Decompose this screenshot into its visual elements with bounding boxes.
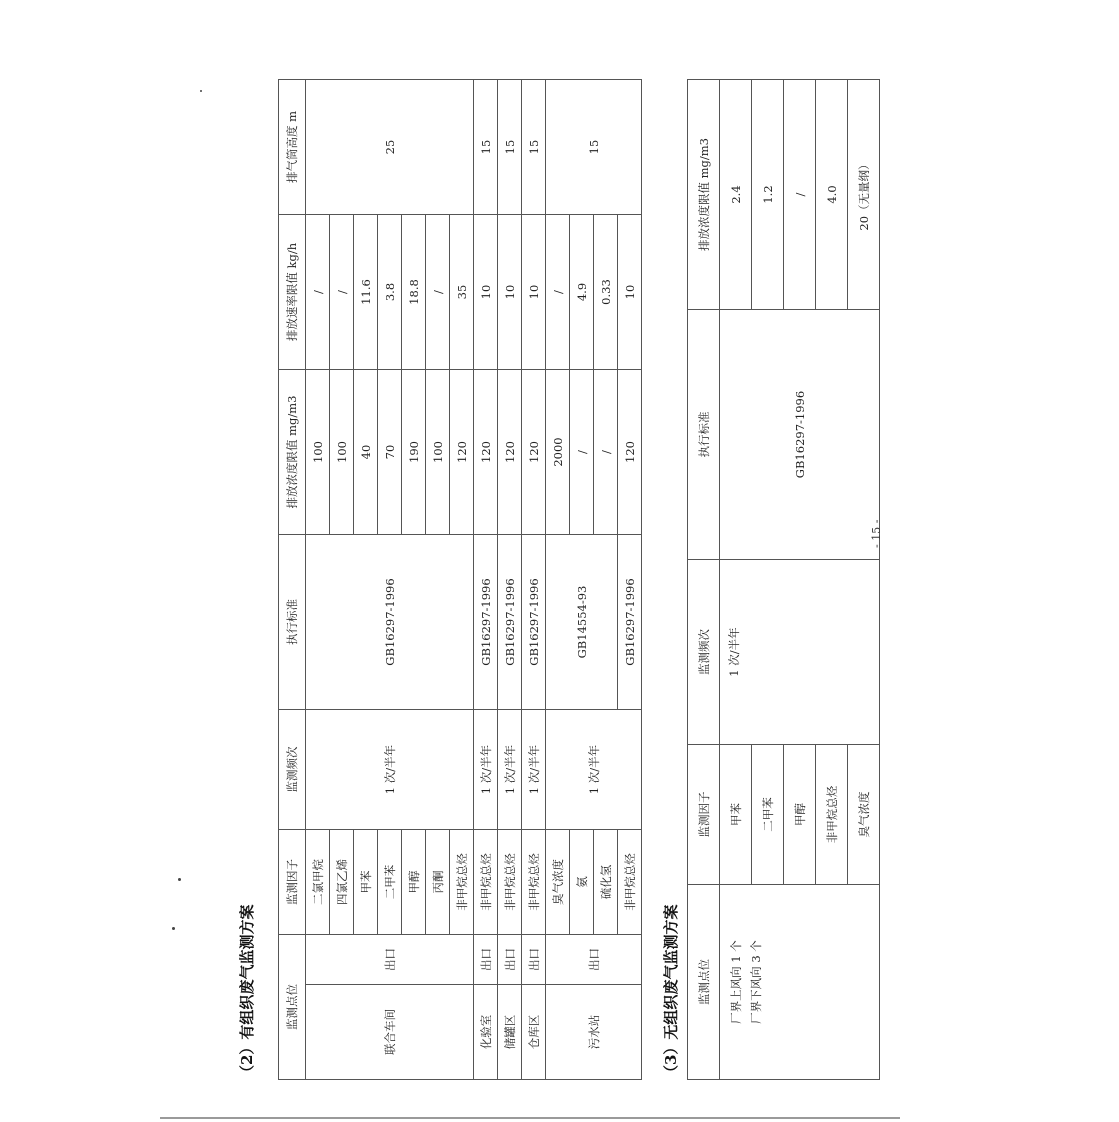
conc-cell: 120 (498, 370, 522, 535)
factor-cell: 非甲烷总烃 (816, 745, 848, 885)
factor-cell: 二甲苯 (752, 745, 784, 885)
factor-cell: 臭气浓度 (546, 830, 570, 935)
rate-cell: 4.9 (570, 215, 594, 370)
page-number: - 15 - (870, 519, 883, 548)
site-sub-cell: 出口 (498, 935, 522, 985)
factor-cell: 甲醇 (402, 830, 426, 935)
height-cell: 15 (522, 80, 546, 215)
section-title-organized: （2）有组织废气监测方案 (238, 904, 256, 1080)
site-cell: 储罐区 (498, 985, 522, 1080)
factor-cell: 非甲烷总烃 (498, 830, 522, 935)
height-cell: 15 (546, 80, 642, 215)
limit-cell: 20（无量纲） (848, 80, 880, 310)
frequency-cell: 1 次/半年 (474, 710, 498, 830)
header-standard: 执行标准 (688, 310, 720, 560)
limit-cell: 4.0 (816, 80, 848, 310)
header-site: 监测点位 (688, 885, 720, 1080)
standard-cell: GB14554-93 (546, 535, 618, 710)
site-cell: 化验室 (474, 985, 498, 1080)
header-factor: 监测因子 (279, 830, 306, 935)
header-conc-limit: 排放浓度限值 mg/m3 (279, 370, 306, 535)
frequency-cell: 1 次/半年 (522, 710, 546, 830)
frequency-cell: 1 次/半年 (498, 710, 522, 830)
factor-cell: 甲醇 (784, 745, 816, 885)
factor-cell: 二甲苯 (378, 830, 402, 935)
site-sub-cell: 出口 (306, 935, 474, 985)
conc-cell: 190 (402, 370, 426, 535)
frequency-cell: 1 次/半年 (720, 560, 880, 745)
factor-cell: 二氯甲烷 (306, 830, 330, 935)
site-sub-cell: 出口 (522, 935, 546, 985)
factor-cell: 四氯乙烯 (330, 830, 354, 935)
header-stack-height: 排气筒高度 m (279, 80, 306, 215)
factor-cell: 氨 (570, 830, 594, 935)
site-sub-cell: 出口 (474, 935, 498, 985)
rate-cell: 35 (450, 215, 474, 370)
factor-cell: 甲苯 (720, 745, 752, 885)
conc-cell: 40 (354, 370, 378, 535)
frequency-cell: 1 次/半年 (306, 710, 474, 830)
rate-cell: 10 (618, 215, 642, 370)
factor-cell: 硫化氢 (594, 830, 618, 935)
standard-cell: GB16297-1996 (498, 535, 522, 710)
standard-cell: GB16297-1996 (474, 535, 498, 710)
site-cell: 联合车间 (306, 985, 474, 1080)
conc-cell: 100 (426, 370, 450, 535)
rate-cell: / (330, 215, 354, 370)
table-row (618, 80, 642, 1080)
rate-cell: 10 (498, 215, 522, 370)
factor-cell: 非甲烷总烃 (618, 830, 642, 935)
frequency-cell: 1 次/半年 (546, 710, 642, 830)
standard-cell: GB16297-1996 (720, 310, 880, 560)
site-line: 厂界下风向 3 个 (749, 940, 763, 1024)
rate-cell: 10 (474, 215, 498, 370)
site-sub-cell: 出口 (546, 935, 642, 985)
rate-cell: / (546, 215, 570, 370)
rate-cell: 10 (522, 215, 546, 370)
scan-speck (172, 927, 175, 930)
unorganized-emission-table (687, 79, 880, 1080)
conc-cell: 120 (474, 370, 498, 535)
table-row (522, 80, 546, 1080)
table-row (546, 80, 570, 1080)
scan-speck (200, 90, 202, 92)
conc-cell: 100 (330, 370, 354, 535)
conc-cell: 120 (450, 370, 474, 535)
page-edge (160, 1117, 900, 1119)
header-factor: 监测因子 (688, 745, 720, 885)
conc-cell: 70 (378, 370, 402, 535)
conc-cell: 2000 (546, 370, 570, 535)
header-standard: 执行标准 (279, 535, 306, 710)
standard-cell: GB16297-1996 (306, 535, 474, 710)
site-cell: 污水站 (546, 985, 642, 1080)
standard-cell: GB16297-1996 (522, 535, 546, 710)
scan-speck (178, 878, 181, 881)
section-title-unorganized: （3）无组织废气监测方案 (662, 904, 680, 1080)
conc-cell: 100 (306, 370, 330, 535)
conc-cell: / (594, 370, 618, 535)
header-frequency: 监测频次 (688, 560, 720, 745)
header-frequency: 监测频次 (279, 710, 306, 830)
table-header-row (279, 80, 306, 1080)
site-cell: 仓库区 (522, 985, 546, 1080)
rotated-content (230, 80, 870, 1080)
table-row (720, 80, 752, 1080)
limit-cell: 2.4 (720, 80, 752, 310)
limit-cell: 1.2 (752, 80, 784, 310)
rate-cell: 0.33 (594, 215, 618, 370)
factor-cell: 非甲烷总烃 (450, 830, 474, 935)
table-row (474, 80, 498, 1080)
factor-cell: 丙酮 (426, 830, 450, 935)
factor-cell: 甲苯 (354, 830, 378, 935)
standard-cell: GB16297-1996 (618, 535, 642, 710)
conc-cell: / (570, 370, 594, 535)
factor-cell: 臭气浓度 (848, 745, 880, 885)
height-cell: 15 (474, 80, 498, 215)
limit-cell: / (784, 80, 816, 310)
rate-cell: 3.8 (378, 215, 402, 370)
factor-cell: 非甲烷总烃 (522, 830, 546, 935)
table-header-row (688, 80, 720, 1080)
conc-cell: 120 (618, 370, 642, 535)
height-cell: 15 (498, 80, 522, 215)
rate-cell: 18.8 (402, 215, 426, 370)
rate-cell: / (306, 215, 330, 370)
header-limit: 排放浓度限值 mg/m3 (688, 80, 720, 310)
height-cell: 25 (306, 80, 474, 215)
header-rate-limit: 排放速率限值 kg/h (279, 215, 306, 370)
header-site: 监测点位 (279, 935, 306, 1080)
table-row (498, 80, 522, 1080)
site-line: 厂界上风向 1 个 (729, 940, 743, 1024)
rate-cell: 11.6 (354, 215, 378, 370)
factor-cell: 非甲烷总烃 (474, 830, 498, 935)
table-row (306, 80, 330, 1080)
organized-emission-table (278, 79, 642, 1080)
site-cell (720, 885, 880, 1080)
rate-cell: / (426, 215, 450, 370)
conc-cell: 120 (522, 370, 546, 535)
